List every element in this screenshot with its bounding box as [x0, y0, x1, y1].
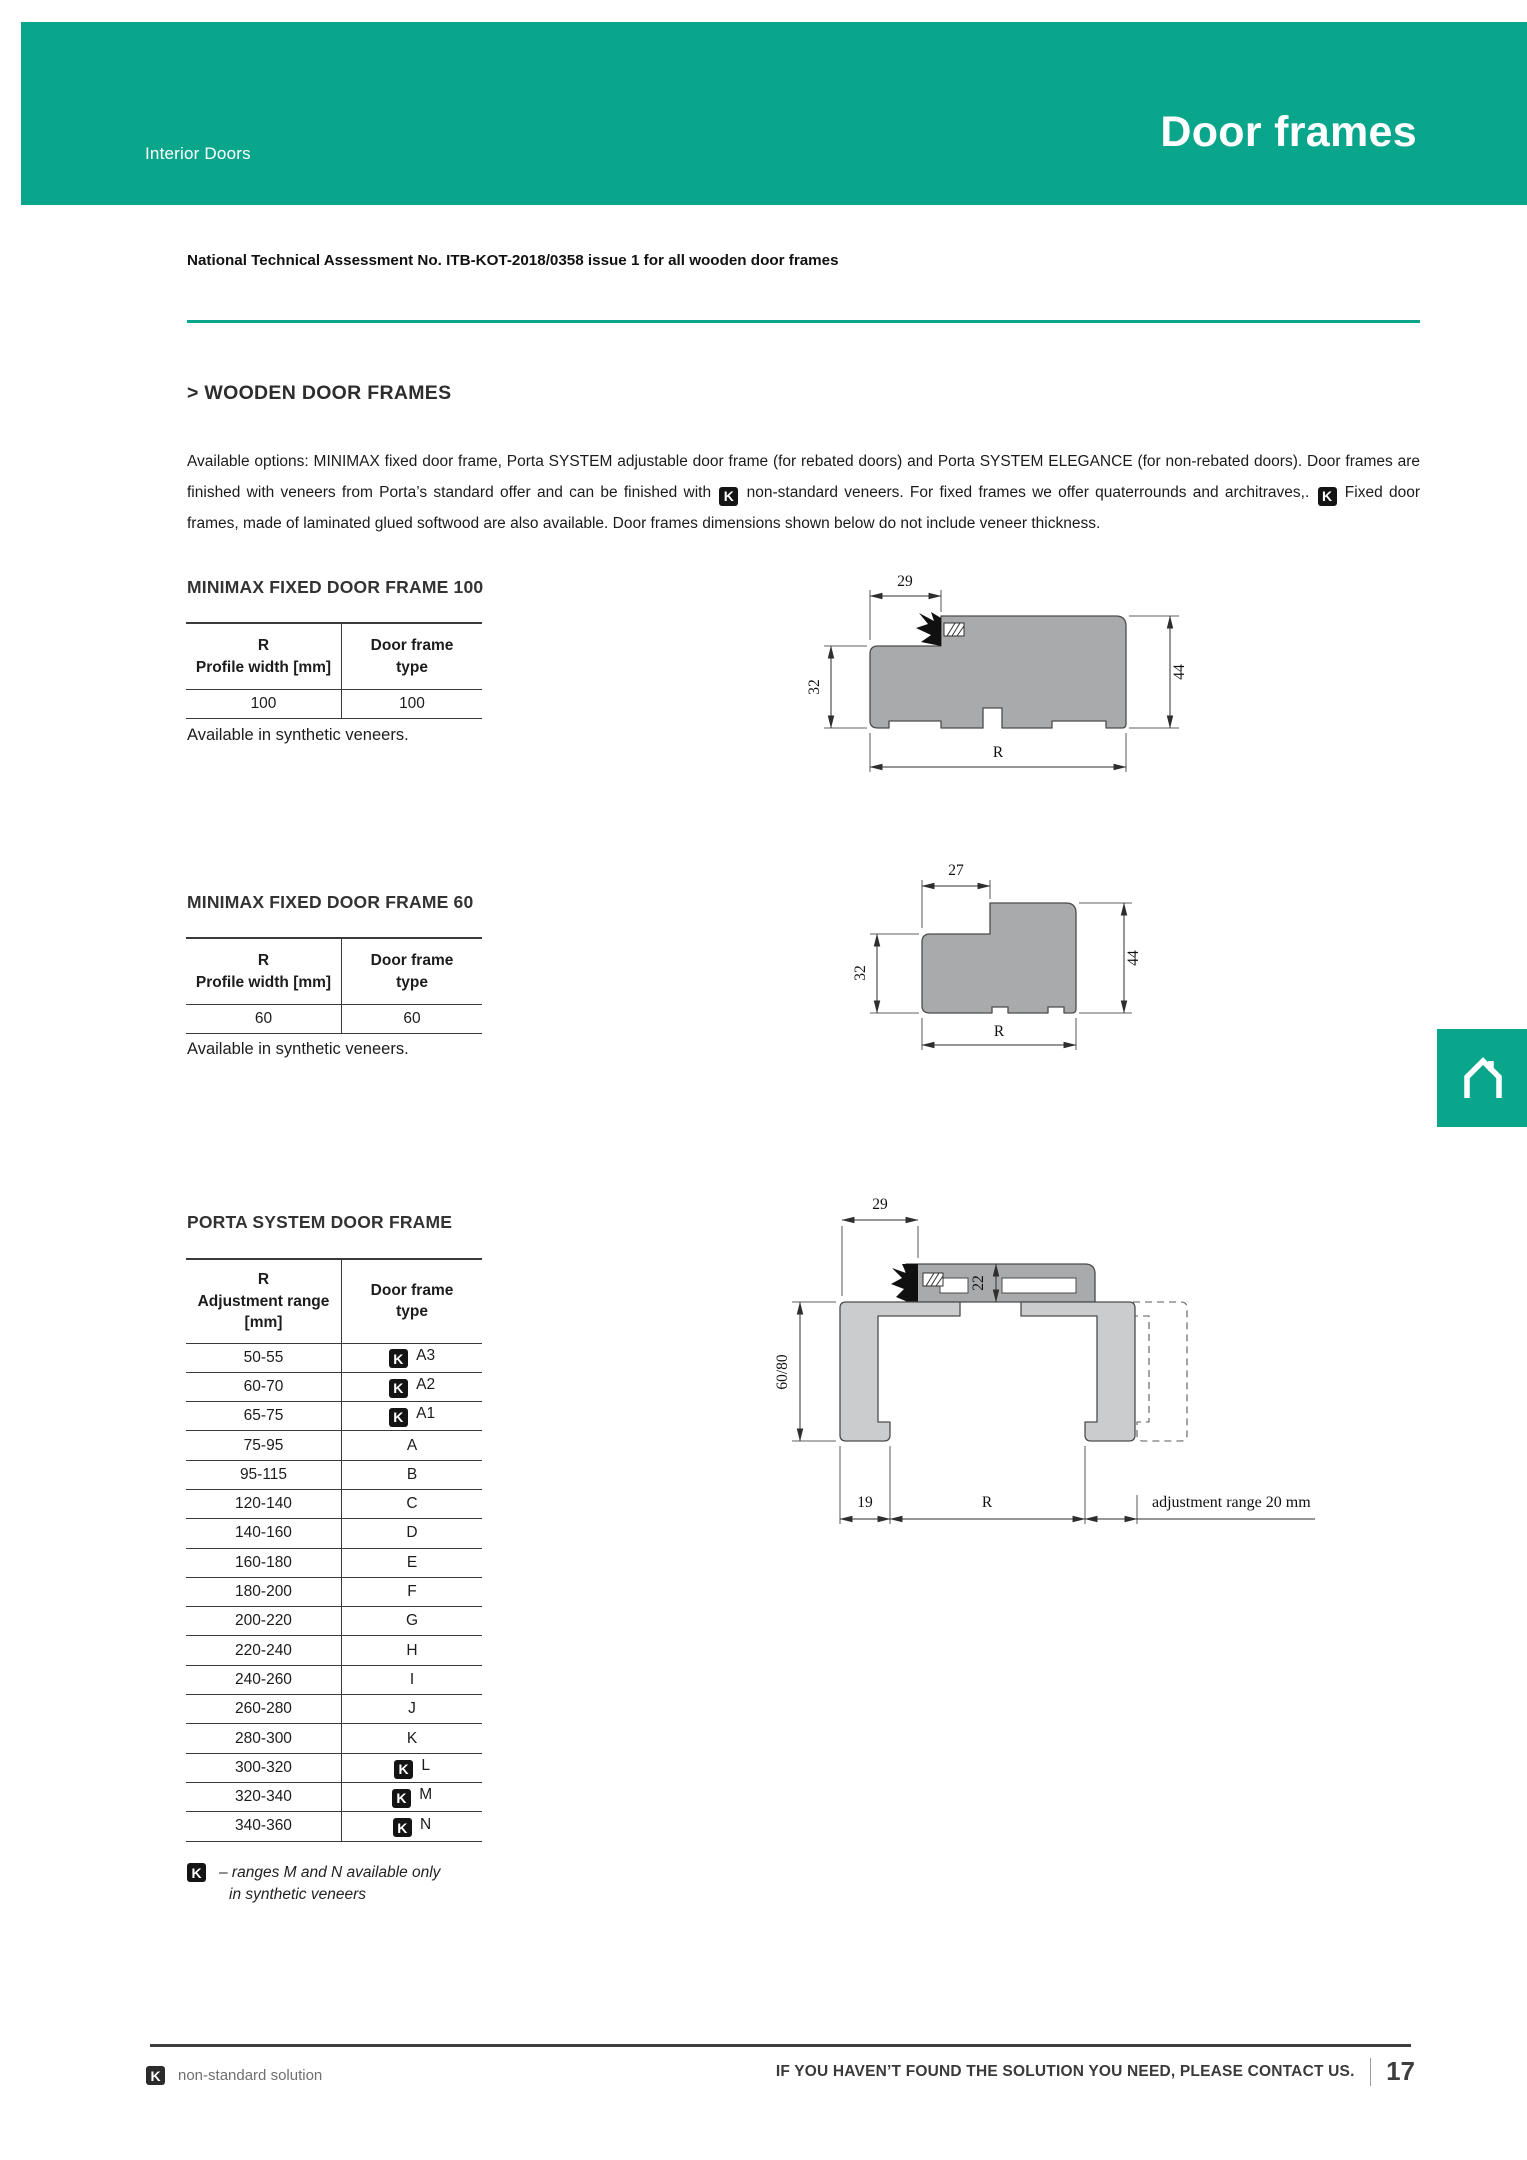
home-button[interactable] [1437, 1029, 1527, 1127]
dim-label-top: 27 [948, 862, 964, 879]
k-flag-icon: K [146, 2066, 165, 2085]
table-header-row [186, 623, 482, 690]
cell-range: 200-220 [186, 1607, 342, 1636]
dim-label-right: 44 [1125, 950, 1142, 966]
cell-range: 65-75 [186, 1402, 342, 1431]
cell-type: K A3 [342, 1343, 483, 1372]
table-row [186, 1782, 482, 1811]
footer-legend-label: non-standard solution [178, 2067, 323, 2084]
dim-label-adjustment-range: adjustment range 20 mm [1152, 1494, 1311, 1511]
cell-range: 75-95 [186, 1431, 342, 1460]
cell-type: K N [342, 1812, 483, 1841]
footer-rule [150, 2044, 1411, 2047]
portasystem-heading: PORTA SYSTEM DOOR FRAME [187, 1212, 453, 1232]
cell-type: K A1 [342, 1402, 483, 1431]
cell-range: 340-360 [186, 1812, 342, 1841]
cell-type: E [342, 1548, 483, 1577]
minimax100-heading: MINIMAX FIXED DOOR FRAME 100 [187, 577, 484, 597]
footer-legend [146, 2066, 322, 2085]
gasket-seal-icon [916, 612, 941, 646]
cell-type: K M [342, 1782, 483, 1811]
minimax100-table [186, 622, 482, 719]
dim-label-right: 44 [1171, 664, 1188, 680]
minimax100-profile-drawing [770, 550, 1220, 790]
k-flag-icon: K [1318, 487, 1337, 506]
table-row [186, 1431, 482, 1460]
footer-right [776, 2056, 1415, 2087]
table-row [186, 1372, 482, 1401]
table-row [186, 1607, 482, 1636]
table-row [186, 1460, 482, 1489]
k-flag-icon: K [389, 1379, 408, 1398]
table-header-row [186, 1259, 482, 1343]
cell-range: 240-260 [186, 1665, 342, 1694]
table-row [186, 1724, 482, 1753]
cell-type: A [342, 1431, 483, 1460]
dim-label-bottom-mid: R [981, 1494, 993, 1511]
home-icon [1437, 1029, 1527, 1127]
dim-label-bottom: R [992, 744, 1004, 761]
k-flag-icon: K [389, 1408, 408, 1427]
cell-range: 260-280 [186, 1695, 342, 1724]
col-header-frame-type: Door frame type [342, 1259, 483, 1343]
frame-leg-left [840, 1302, 960, 1441]
dim-label-depth: 22 [970, 1275, 987, 1291]
cell-type: F [342, 1577, 483, 1606]
cell-type: C [342, 1489, 483, 1518]
col-header-profile-width: R Profile width [mm] [186, 623, 342, 690]
cell-range: 50-55 [186, 1343, 342, 1372]
table-row [186, 1577, 482, 1606]
table-row: 100 100 [186, 690, 482, 719]
frame-leg-right [1021, 1302, 1135, 1441]
cell-type: B [342, 1460, 483, 1489]
minimax60-caption: Available in synthetic veneers. [187, 1040, 409, 1058]
table-row [186, 1636, 482, 1665]
cell-type: H [342, 1636, 483, 1665]
dim-label-left: 32 [806, 679, 823, 695]
cell-type: D [342, 1519, 483, 1548]
dim-label-top: 29 [897, 573, 913, 590]
head-slot [1002, 1278, 1076, 1293]
intro-paragraph: Available options: MINIMAX fixed door frame, Porta SYSTEM adjustable door frame (for rebated doors) and Porta SYSTEM ELEGANCE (for non-rebated doors). Door frames are finished with veneers from Porta’s standard offer and can be finished with K non-standard veneers. For fixed frames we offer quaterrounds and architraves,. K Fixed door frames, made of laminated glued softwood are also available. Door frames dimensions shown below do not include veneer thickness. [187, 453, 1420, 532]
k-flag-icon: K [394, 1760, 413, 1779]
cell-type: J [342, 1695, 483, 1724]
table-row [186, 1489, 482, 1518]
table-row [186, 1548, 482, 1577]
col-header-profile-width: R Profile width [mm] [186, 938, 342, 1005]
cell-range: 120-140 [186, 1489, 342, 1518]
k-flag-icon: K [393, 1818, 412, 1837]
cell-range: 95-115 [186, 1460, 342, 1489]
col-header-frame-type: Door frame type [342, 938, 483, 1005]
footer-divider [1370, 2058, 1372, 2086]
seal-hatch [944, 623, 964, 636]
cell-range: 160-180 [186, 1548, 342, 1577]
minimax60-heading: MINIMAX FIXED DOOR FRAME 60 [187, 892, 474, 912]
page-number: 17 [1386, 2056, 1415, 2086]
cell-range: 280-300 [186, 1724, 342, 1753]
table-row [186, 1695, 482, 1724]
cell-type: K [342, 1724, 483, 1753]
table-row [186, 1402, 482, 1431]
header-eyebrow: Interior Doors [145, 144, 251, 163]
table-row [186, 1812, 482, 1841]
cell-range: 320-340 [186, 1782, 342, 1811]
portasystem-profile-drawing [740, 1150, 1360, 1530]
table-header-row [186, 938, 482, 1005]
k-flag-icon: K [187, 1863, 206, 1882]
k-flag-icon: K [719, 487, 738, 506]
dim-label-left: 60/80 [774, 1354, 791, 1390]
cell-range: 180-200 [186, 1577, 342, 1606]
cell-range: 220-240 [186, 1636, 342, 1665]
teal-divider [187, 320, 1420, 323]
frame-profile-shape [870, 616, 1126, 728]
dim-label-left: 32 [852, 965, 869, 981]
gasket-seal-icon [891, 1264, 918, 1302]
head-slot [940, 1278, 968, 1293]
minimax60-table [186, 937, 482, 1034]
k-flag-icon: K [389, 1349, 408, 1368]
veneer-note [187, 1862, 440, 1906]
page-title: Door frames [1160, 108, 1417, 156]
minimax60-profile-drawing [820, 840, 1170, 1060]
note-text: – ranges M and N available only in synthetic veneers [219, 1864, 441, 1903]
table-row [186, 1665, 482, 1694]
footer-contact-text: IF YOU HAVEN’T FOUND THE SOLUTION YOU NEED, PLEASE CONTACT US. [775, 2062, 1355, 2080]
minimax100-caption: Available in synthetic veneers. [187, 726, 409, 744]
header-bar [21, 22, 1527, 205]
col-header-frame-type: Door frame type [342, 623, 483, 690]
table-row [186, 1519, 482, 1548]
seal-hatch [923, 1273, 943, 1286]
assessment-line: National Technical Assessment No. ITB-KOT-2018/0358 issue 1 for all wooden door frames [187, 252, 839, 269]
cell-range: 60-70 [186, 1372, 342, 1401]
col-header-adjustment-range: R Adjustment range [mm] [186, 1259, 342, 1343]
table-row [186, 1343, 482, 1372]
table-row [186, 1753, 482, 1782]
dim-label-bottom: R [993, 1023, 1005, 1040]
cell-type: K L [342, 1753, 483, 1782]
dim-label-bottom-left: 19 [857, 1494, 873, 1511]
section-heading: > WOODEN DOOR FRAMES [187, 382, 452, 404]
cell-range: 300-320 [186, 1753, 342, 1782]
cell-type: K A2 [342, 1372, 483, 1401]
frame-profile-shape [922, 903, 1076, 1013]
portasystem-table [186, 1258, 482, 1842]
cell-type: G [342, 1607, 483, 1636]
dim-label-top: 29 [872, 1196, 888, 1213]
k-flag-icon: K [392, 1789, 411, 1808]
cell-range: 140-160 [186, 1519, 342, 1548]
cell-type: I [342, 1665, 483, 1694]
table-row: 60 60 [186, 1005, 482, 1034]
